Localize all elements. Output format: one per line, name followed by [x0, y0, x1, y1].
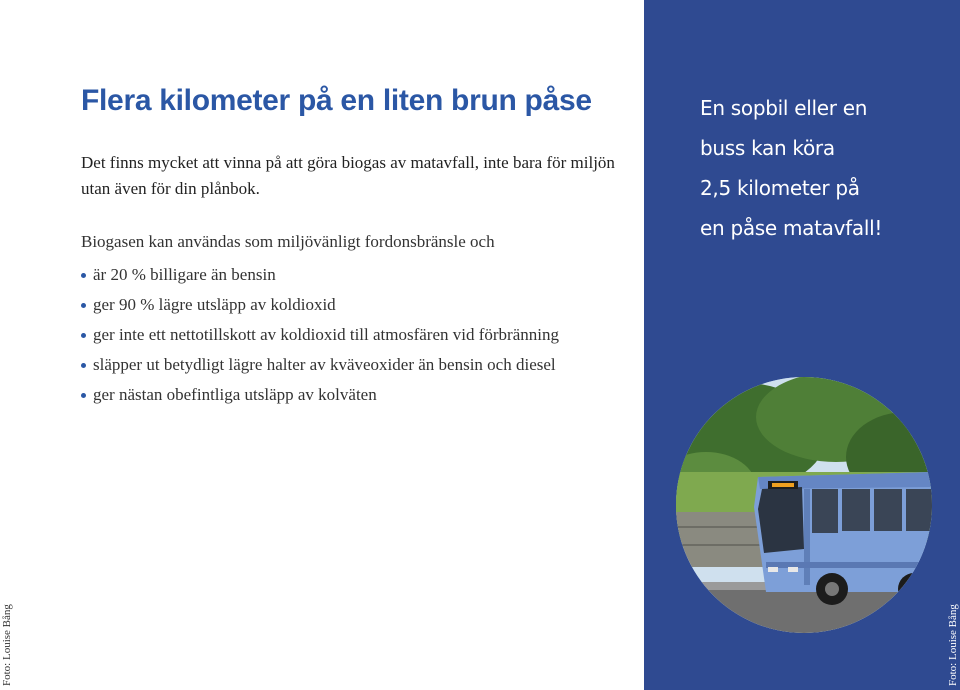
list-item: släpper ut betydligt lägre halter av kväveoxider än bensin och diesel [81, 352, 621, 378]
panel-line: en påse matavfall! [700, 216, 883, 240]
panel-line: 2,5 kilometer på [700, 176, 860, 200]
intro-paragraph: Det finns mycket att vinna på att göra biogas av matavfall, inte bara för miljön utan även för din plånbok. [81, 153, 615, 198]
photo-credit-right: Foto: Louise Bång [947, 604, 959, 686]
benefit-list [81, 262, 621, 412]
list-item: ger 90 % lägre utsläpp av koldioxid [81, 292, 621, 318]
list-item: ger nästan obefintliga utsläpp av kolväten [81, 382, 621, 408]
list-item: är 20 % billigare än bensin [81, 262, 621, 288]
list-item: ger inte ett nettotillskott av koldioxid till atmosfären vid förbränning [81, 322, 621, 348]
bullet-icon [81, 363, 86, 368]
bus-illustration [676, 377, 932, 633]
bullet-icon [81, 303, 86, 308]
lead-sentence: Biogasen kan användas som miljövänligt fordonsbränsle och [81, 232, 495, 251]
panel-line: En sopbil eller en [700, 96, 868, 120]
bus-photo [676, 377, 932, 633]
bullet-icon [81, 273, 86, 278]
photo-credit-left: Foto: Louise Bång [1, 604, 13, 686]
bullet-icon [81, 333, 86, 338]
page-title: Flera kilometer på en liten brun påse [81, 84, 592, 117]
panel-line: buss kan köra [700, 136, 835, 160]
panel-callout [700, 88, 950, 248]
bullet-icon [81, 393, 86, 398]
